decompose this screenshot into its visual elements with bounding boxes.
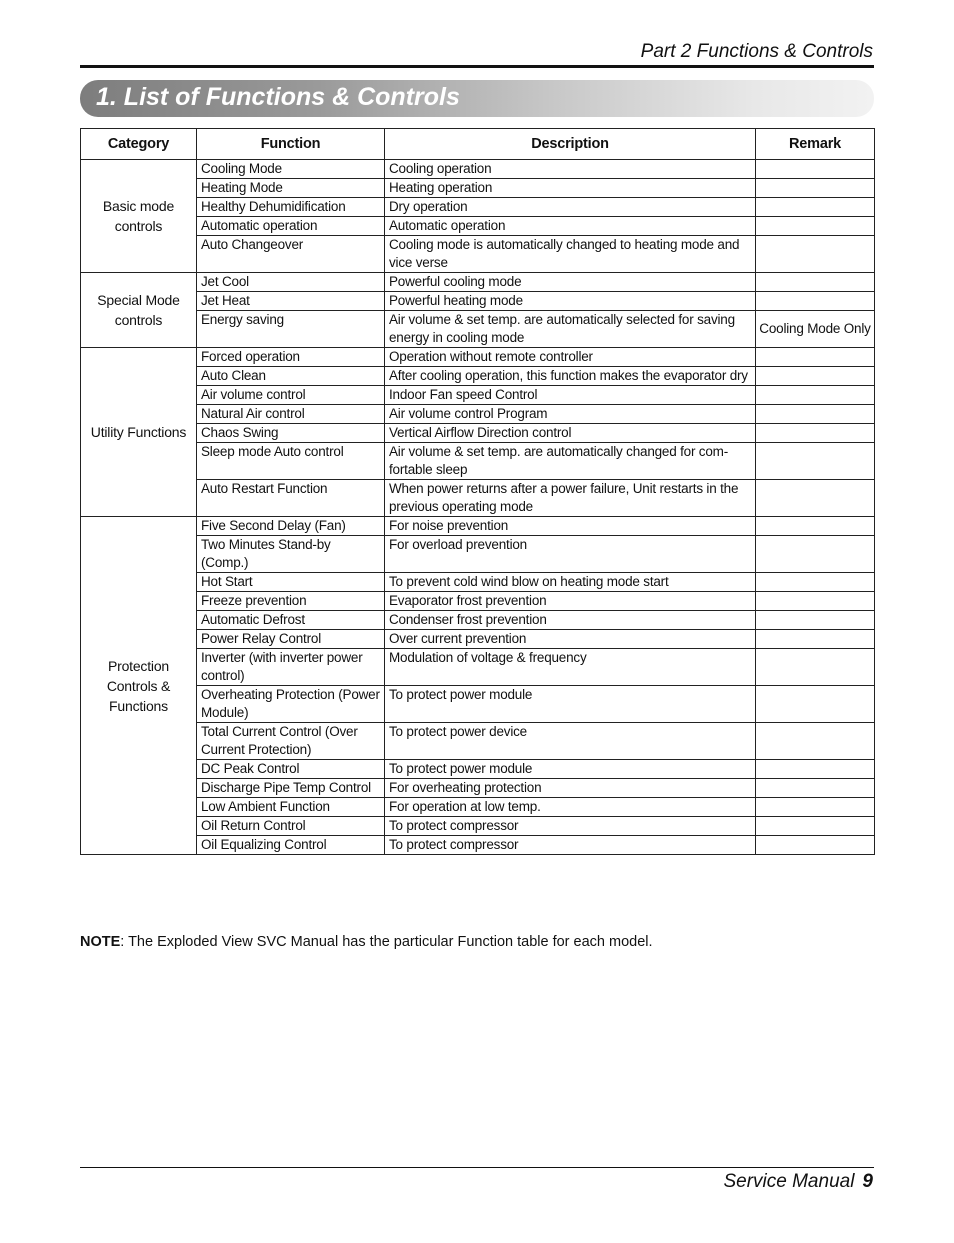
description-cell: For noise prevention (385, 517, 756, 536)
table-row (81, 798, 875, 817)
function-cell: Healthy Dehumidification (197, 198, 385, 217)
function-cell: Air volume control (197, 386, 385, 405)
function-cell: Discharge Pipe Temp Control (197, 779, 385, 798)
description-cell: Powerful cooling mode (385, 273, 756, 292)
remark-cell (756, 798, 875, 817)
description-cell: After cooling operation, this function makes the evaporator dry (385, 367, 756, 386)
remark-cell (756, 779, 875, 798)
table-row (81, 311, 875, 348)
footer-rule (80, 1167, 874, 1168)
remark-cell (756, 686, 875, 723)
description-cell: Powerful heating mode (385, 292, 756, 311)
remark-cell (756, 630, 875, 649)
category-cell: Utility Functions (81, 348, 197, 517)
description-cell: Automatic operation (385, 217, 756, 236)
note-text: : The Exploded View SVC Manual has the particular Function table for each model. (120, 934, 653, 950)
description-cell: Cooling mode is automatically changed to heating mode and vice verse (385, 236, 756, 273)
table-header-row (81, 129, 875, 160)
remark-cell (756, 236, 875, 273)
table-row (81, 536, 875, 573)
description-cell: To protect compressor (385, 836, 756, 855)
table-row (81, 424, 875, 443)
function-cell: Power Relay Control (197, 630, 385, 649)
remark-cell (756, 273, 875, 292)
description-cell: Cooling operation (385, 160, 756, 179)
table-row (81, 386, 875, 405)
function-cell: Automatic Defrost (197, 611, 385, 630)
function-cell: DC Peak Control (197, 760, 385, 779)
table-row (81, 573, 875, 592)
footer (723, 1171, 873, 1193)
remark-cell (756, 217, 875, 236)
function-cell: Two Minutes Stand-by (Comp.) (197, 536, 385, 573)
header-rule (80, 65, 874, 68)
function-cell: Freeze prevention (197, 592, 385, 611)
description-cell: To protect power module (385, 686, 756, 723)
remark-cell (756, 611, 875, 630)
function-cell: Forced operation (197, 348, 385, 367)
remark-cell (756, 405, 875, 424)
table-row (81, 273, 875, 292)
remark-cell (756, 160, 875, 179)
function-cell: Automatic operation (197, 217, 385, 236)
function-cell: Jet Cool (197, 273, 385, 292)
section-banner (80, 80, 874, 117)
description-cell: To protect compressor (385, 817, 756, 836)
functions-table (80, 128, 875, 855)
table-row (81, 292, 875, 311)
table-row (81, 686, 875, 723)
table-row (81, 817, 875, 836)
remark-cell (756, 480, 875, 517)
function-cell: Jet Heat (197, 292, 385, 311)
table-row (81, 179, 875, 198)
description-cell: Indoor Fan speed Control (385, 386, 756, 405)
section-title: 1. List of Functions & Controls (96, 83, 460, 111)
category-cell: Special Mode controls (81, 273, 197, 348)
category-cell: Basic mode controls (81, 160, 197, 273)
function-cell: Auto Restart Function (197, 480, 385, 517)
function-cell: Natural Air control (197, 405, 385, 424)
description-cell: Air volume & set temp. are automatically changed for com-fortable sleep (385, 443, 756, 480)
description-cell: For overload prevention (385, 536, 756, 573)
remark-cell (756, 443, 875, 480)
function-cell: Auto Clean (197, 367, 385, 386)
table-row (81, 367, 875, 386)
note-label: NOTE (80, 934, 121, 950)
remark-cell (756, 424, 875, 443)
description-cell: Over current prevention (385, 630, 756, 649)
description-cell: Modulation of voltage & frequency (385, 649, 756, 686)
function-cell: Low Ambient Function (197, 798, 385, 817)
remark-cell: Cooling Mode Only (756, 311, 875, 348)
remark-cell (756, 817, 875, 836)
description-cell: To prevent cold wind blow on heating mode start (385, 573, 756, 592)
table-body (81, 160, 875, 855)
function-cell: Chaos Swing (197, 424, 385, 443)
function-cell: Total Current Control (Over Current Protection) (197, 723, 385, 760)
table-row (81, 198, 875, 217)
remark-cell (756, 573, 875, 592)
function-cell: Sleep mode Auto control (197, 443, 385, 480)
table-row (81, 517, 875, 536)
header-remark: Remark (756, 129, 875, 160)
description-cell: Evaporator frost prevention (385, 592, 756, 611)
description-cell: Dry operation (385, 198, 756, 217)
description-cell: Condenser frost prevention (385, 611, 756, 630)
description-cell: Heating operation (385, 179, 756, 198)
category-cell: Protection Controls & Functions (81, 517, 197, 855)
description-cell: Air volume control Program (385, 405, 756, 424)
table-row (81, 217, 875, 236)
table-row (81, 779, 875, 798)
table-row (81, 443, 875, 480)
function-cell: Hot Start (197, 573, 385, 592)
header-part-label: Part 2 Functions & Controls (640, 41, 873, 62)
table-row (81, 405, 875, 424)
table-row (81, 348, 875, 367)
function-cell: Auto Changeover (197, 236, 385, 273)
table-row (81, 236, 875, 273)
table-row (81, 836, 875, 855)
remark-cell (756, 179, 875, 198)
function-cell: Oil Equalizing Control (197, 836, 385, 855)
table-row (81, 723, 875, 760)
header-description: Description (385, 129, 756, 160)
header-category: Category (81, 129, 197, 160)
remark-cell (756, 367, 875, 386)
remark-cell (756, 760, 875, 779)
remark-cell (756, 198, 875, 217)
function-cell: Heating Mode (197, 179, 385, 198)
header-function: Function (197, 129, 385, 160)
remark-cell (756, 836, 875, 855)
function-cell: Five Second Delay (Fan) (197, 517, 385, 536)
remark-cell (756, 517, 875, 536)
description-cell: Air volume & set temp. are automatically selected for saving energy in cooling mode (385, 311, 756, 348)
table-row (81, 630, 875, 649)
description-cell: To protect power module (385, 760, 756, 779)
remark-cell (756, 649, 875, 686)
table-row (81, 649, 875, 686)
note (80, 934, 653, 950)
page-number: 9 (862, 1171, 873, 1192)
description-cell: To protect power device (385, 723, 756, 760)
table-row (81, 611, 875, 630)
table-row (81, 592, 875, 611)
function-cell: Energy saving (197, 311, 385, 348)
function-cell: Oil Return Control (197, 817, 385, 836)
remark-cell (756, 348, 875, 367)
remark-cell (756, 386, 875, 405)
remark-cell (756, 592, 875, 611)
function-cell: Overheating Protection (Power Module) (197, 686, 385, 723)
description-cell: When power returns after a power failure, Unit restarts in the previous operating mode (385, 480, 756, 517)
table-row (81, 160, 875, 179)
description-cell: For overheating protection (385, 779, 756, 798)
remark-cell (756, 292, 875, 311)
remark-cell (756, 723, 875, 760)
description-cell: Vertical Airflow Direction control (385, 424, 756, 443)
description-cell: Operation without remote controller (385, 348, 756, 367)
table-row (81, 760, 875, 779)
table-row (81, 480, 875, 517)
remark-cell (756, 536, 875, 573)
function-cell: Inverter (with inverter power control) (197, 649, 385, 686)
description-cell: For operation at low temp. (385, 798, 756, 817)
function-cell: Cooling Mode (197, 160, 385, 179)
footer-label: Service Manual (723, 1171, 855, 1192)
